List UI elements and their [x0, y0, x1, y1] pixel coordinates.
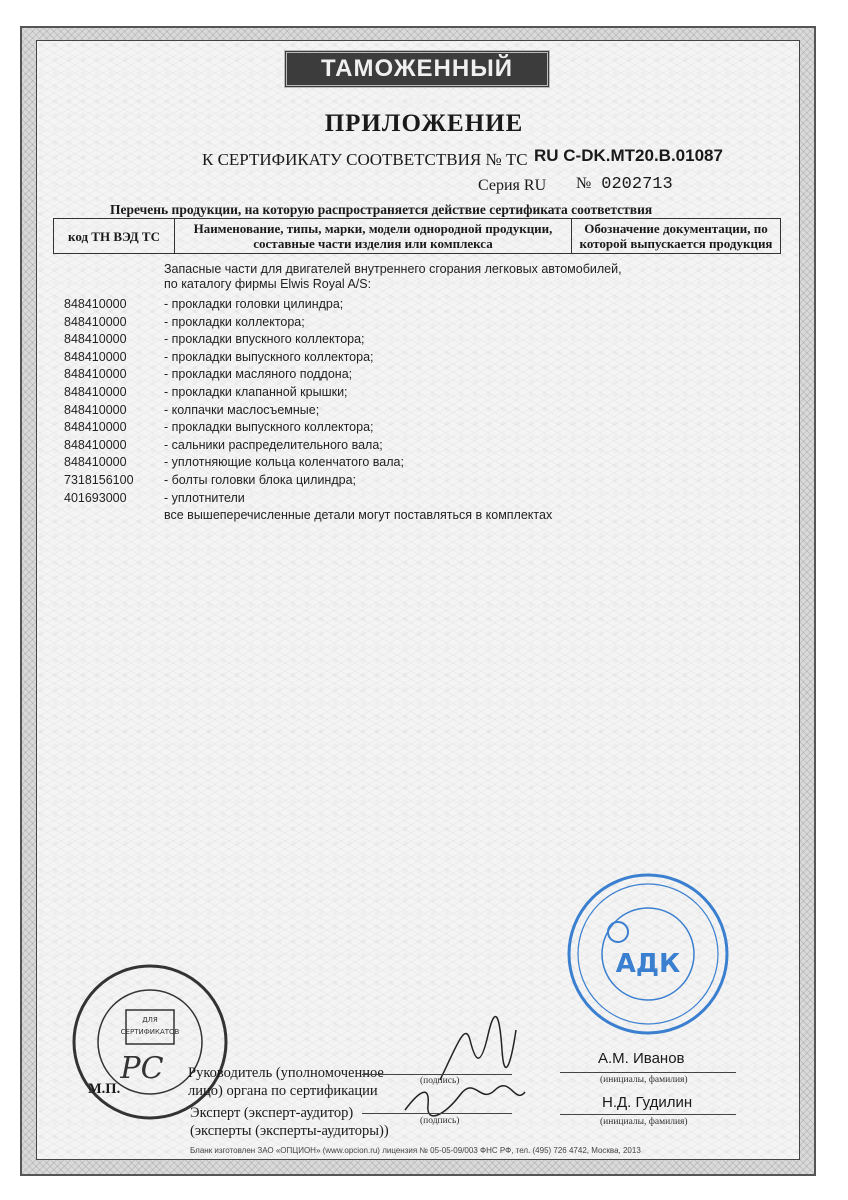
product-row: [64, 472, 664, 490]
product-row: [64, 366, 664, 384]
product-description: - прокладки клапанной крышки;: [164, 384, 348, 399]
product-description: - колпачки маслосъемные;: [164, 402, 320, 417]
intro-line-1: Запасные части для двигателей внутреннего сгорания легковых автомобилей,: [164, 262, 622, 276]
product-description: - прокладки впускного коллектора;: [164, 332, 365, 347]
product-description: - прокладки выпускного коллектора;: [164, 420, 374, 435]
expert-initials-caption: (инициалы, фамилия): [600, 1117, 688, 1127]
product-description: - болты головки блока цилиндра;: [164, 472, 357, 487]
hs-code: 848410000: [64, 297, 127, 311]
customs-union-banner: ТАМОЖЕННЫЙ СОЮЗ: [284, 50, 550, 88]
product-description: - прокладки головки цилиндра;: [164, 297, 344, 311]
product-row: [64, 454, 664, 472]
product-row: [64, 402, 664, 420]
product-row: [64, 419, 664, 437]
company-stamp: [566, 872, 730, 1036]
product-row: [64, 331, 664, 349]
expert-signature-line: [362, 1113, 512, 1114]
blank-footer: Бланк изготовлен ЗАО «ОПЦИОН» (www.opcion.ru) лицензия № 05-05-09/003 ФНС РФ, тел. (495) 726 4742, Москва, 2013: [190, 1146, 641, 1155]
expert-signature-caption: (подпись): [420, 1116, 460, 1126]
svg-text:РС: РС: [120, 1051, 164, 1086]
head-title-line-1: Руководитель (уполномоченное: [188, 1065, 384, 1081]
head-signature-line: [362, 1074, 512, 1075]
certificate-label: К СЕРТИФИКАТУ СООТВЕТСТВИЯ № ТС: [202, 150, 528, 169]
product-rows: [64, 296, 664, 507]
hs-code: 848410000: [64, 455, 127, 470]
product-row: [64, 314, 664, 332]
svg-text:СЕРТИФИКАТОВ: СЕРТИФИКАТОВ: [120, 1028, 180, 1036]
hs-code: 848410000: [64, 367, 127, 382]
table-header: [53, 218, 781, 254]
header-hs-code: код ТН ВЭД ТС: [54, 219, 175, 254]
hs-code: 848410000: [64, 384, 127, 399]
expert-title-line-1: Эксперт (эксперт-аудитор): [190, 1105, 354, 1121]
header-documentation: Обозначение документации, по которой выпускается продукция: [572, 219, 781, 254]
head-name-line: [560, 1072, 736, 1073]
head-name: А.М. Иванов: [598, 1050, 685, 1067]
product-description: - прокладки выпускного коллектора;: [164, 349, 374, 364]
hs-code: 848410000: [64, 402, 127, 417]
head-signature-caption: (подпись): [420, 1076, 460, 1086]
seal-mark: М.П.: [88, 1081, 121, 1097]
expert-title: [190, 1104, 389, 1140]
kit-note: все вышеперечисленные детали могут поставляться в комплектах: [164, 508, 553, 523]
intro-line-2: по каталогу фирмы Elwis Royal A/S:: [164, 277, 372, 291]
hs-code: 848410000: [64, 349, 127, 364]
product-row: [64, 349, 664, 367]
hs-code: 7318156100: [64, 472, 134, 487]
list-caption: Перечень продукции, на которую распространяется действие сертификата соответствия: [110, 202, 653, 217]
stamp-adk-text: АДК: [615, 949, 681, 979]
product-description: - прокладки коллектора;: [164, 314, 305, 329]
product-list: [64, 262, 664, 522]
hs-code: 401693000: [64, 490, 127, 505]
series-label: Серия RU: [478, 177, 547, 194]
product-row: [64, 490, 664, 508]
product-row: [64, 296, 664, 314]
expert-name-line: [560, 1114, 736, 1115]
hs-code: 848410000: [64, 332, 127, 347]
product-description: - прокладки масляного поддона;: [164, 367, 353, 382]
product-row: [64, 437, 664, 455]
header-product-name: Наименование, типы, марки, модели однородной продукции, составные части изделия или комплекса: [175, 219, 572, 254]
expert-name: Н.Д. Гудилин: [602, 1094, 693, 1111]
product-description: - сальники распределительного вала;: [164, 437, 383, 452]
blank-number: [576, 175, 673, 194]
page-title: ПРИЛОЖЕНИЕ: [324, 110, 524, 137]
product-description: - уплотняющие кольца коленчатого вала;: [164, 455, 404, 470]
hs-code: 848410000: [64, 314, 127, 329]
number-value: 0202713: [601, 175, 673, 194]
number-sign: №: [576, 175, 592, 192]
expert-signature: [400, 1080, 530, 1120]
expert-title-line-2: (эксперты (эксперты-аудиторы)): [190, 1123, 389, 1139]
hs-code: 848410000: [64, 420, 127, 435]
product-row: [64, 384, 664, 402]
head-title-line-2: лицо) органа по сертификации: [188, 1083, 378, 1099]
head-title: [188, 1064, 384, 1100]
svg-text:ДЛЯ: ДЛЯ: [142, 1016, 158, 1024]
product-description: - уплотнители: [164, 490, 245, 505]
certificate-number: RU C-DK.MT20.B.01087: [534, 146, 723, 165]
hs-code: 848410000: [64, 437, 127, 452]
head-initials-caption: (инициалы, фамилия): [600, 1075, 688, 1085]
